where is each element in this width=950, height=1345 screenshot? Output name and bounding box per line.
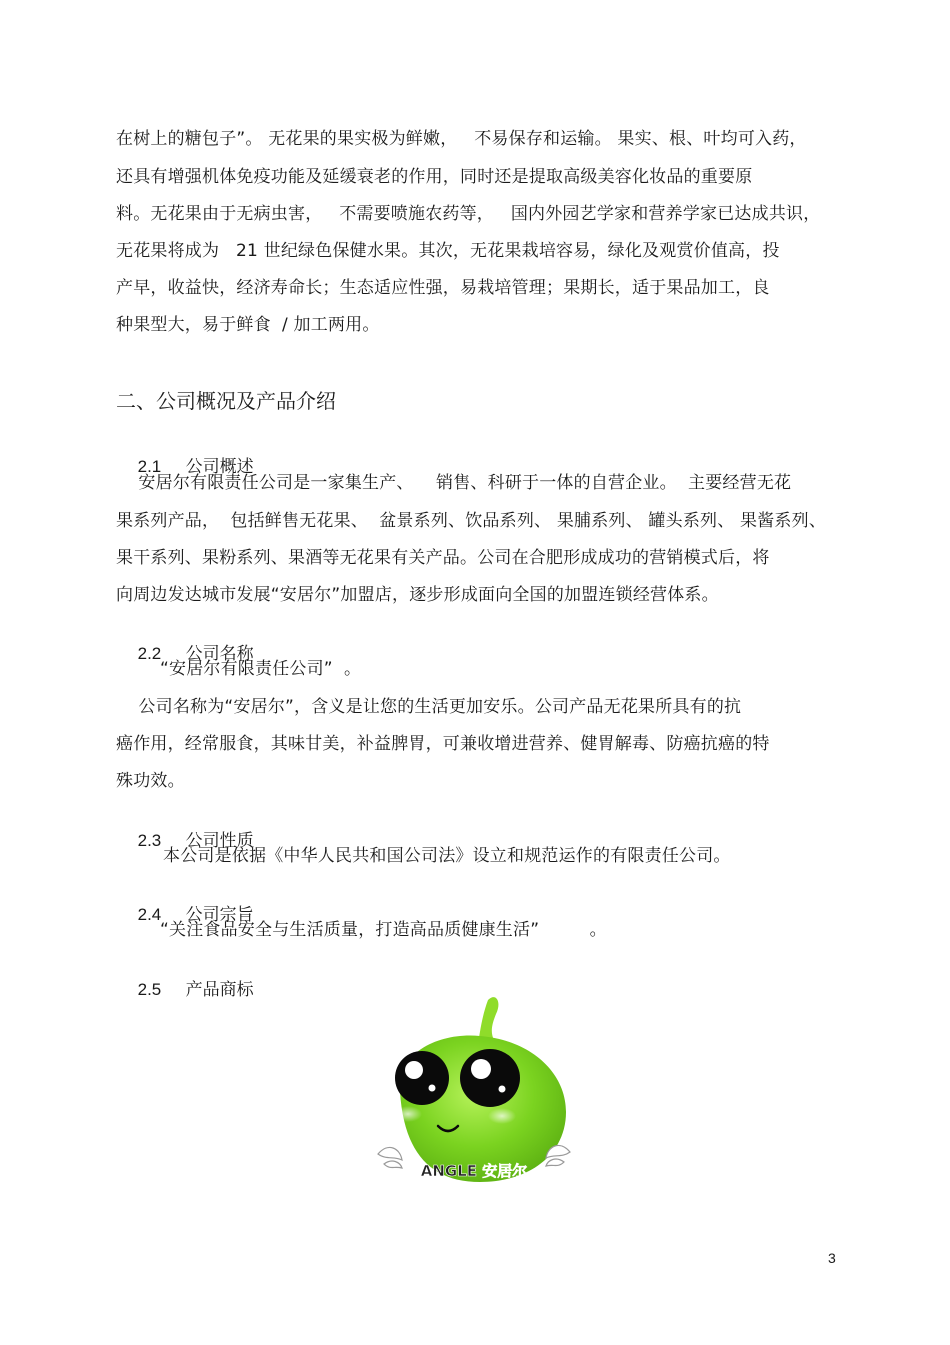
s21-line-3: 果干系列、果粉系列、果酒等无花果有关产品。公司在合肥形成成功的营销模式后，将	[116, 548, 770, 568]
subsection-number: 2.2	[137, 644, 162, 663]
subsection-number: 2.4	[137, 905, 162, 924]
subsection-title: 公司概述	[185, 457, 254, 477]
s24-line: “关注食品安全与生活质量，打造高品质健康生活” 。	[160, 920, 607, 940]
intro-line-2: 还具有增强机体免疫功能及延缓衰老的作用，同时还是提取高级美容化妆品的重要原	[116, 167, 753, 187]
subsection-2-5-heading	[116, 957, 254, 1023]
page-number: 3	[828, 1250, 836, 1266]
subsection-number: 2.5	[137, 980, 162, 999]
s22-company-name: “安居尔有限责任公司” 。	[160, 659, 362, 679]
subsection-number: 2.3	[137, 831, 162, 850]
subsection-title: 公司名称	[185, 644, 254, 664]
s21-line-4: 向周边发达城市发展“安居尔”加盟店，逐步形成面向全国的加盟连锁经营体系。	[116, 585, 719, 605]
logo-text: ANGLE 安居尔	[420, 1162, 528, 1180]
green-fig-mascot-icon	[370, 992, 580, 1202]
subsection-title: 公司性质	[185, 831, 254, 851]
subsection-title: 公司宗旨	[185, 905, 254, 925]
s22-line-2: 癌作用，经常服食，其味甘美，补益脾胃，可兼收增进营养、健胃解毒、防癌抗癌的特	[116, 734, 770, 754]
s23-line: 本公司是依据《中华人民共和国公司法》设立和规范运作的有限责任公司。	[163, 846, 731, 866]
s22-line-3: 殊功效。	[116, 771, 185, 791]
subsection-title: 产品商标	[185, 980, 254, 1000]
s21-line-1: 安居尔有限责任公司是一家集生产、 销售、科研于一体的自营企业。 主要经营无花	[116, 473, 792, 493]
product-trademark-logo	[370, 992, 580, 1202]
subsection-number: 2.1	[137, 457, 162, 476]
section-title: 二、公司概况及产品介绍	[116, 389, 336, 413]
intro-line-1: 在树上的糖包子”。 无花果的果实极为鲜嫩， 不易保存和运输。 果实、根、叶均可入药，	[116, 129, 807, 149]
s21-line-2: 果系列产品， 包括鲜售无花果、 盆景系列、饮品系列、 果脯系列、 罐头系列、 果酱系列、	[116, 511, 827, 531]
intro-line-3: 料。无花果由于无病虫害， 不需要喷施农药等， 国内外园艺学家和营养学家已达成共识，	[116, 204, 821, 224]
s22-line-1: 公司名称为“安居尔”，含义是让您的生活更加安乐。公司产品无花果所具有的抗	[116, 697, 742, 717]
intro-line-6: 种果型大，易于鲜食 / 加工两用。	[116, 315, 380, 335]
intro-line-5: 产早，收益快，经济寿命长；生态适应性强，易栽培管理；果期长，适于果品加工，良	[116, 278, 770, 298]
intro-line-4: 无花果将成为 21 世纪绿色保健水果。其次，无花果栽培容易，绿化及观赏价值高，投	[116, 241, 780, 261]
